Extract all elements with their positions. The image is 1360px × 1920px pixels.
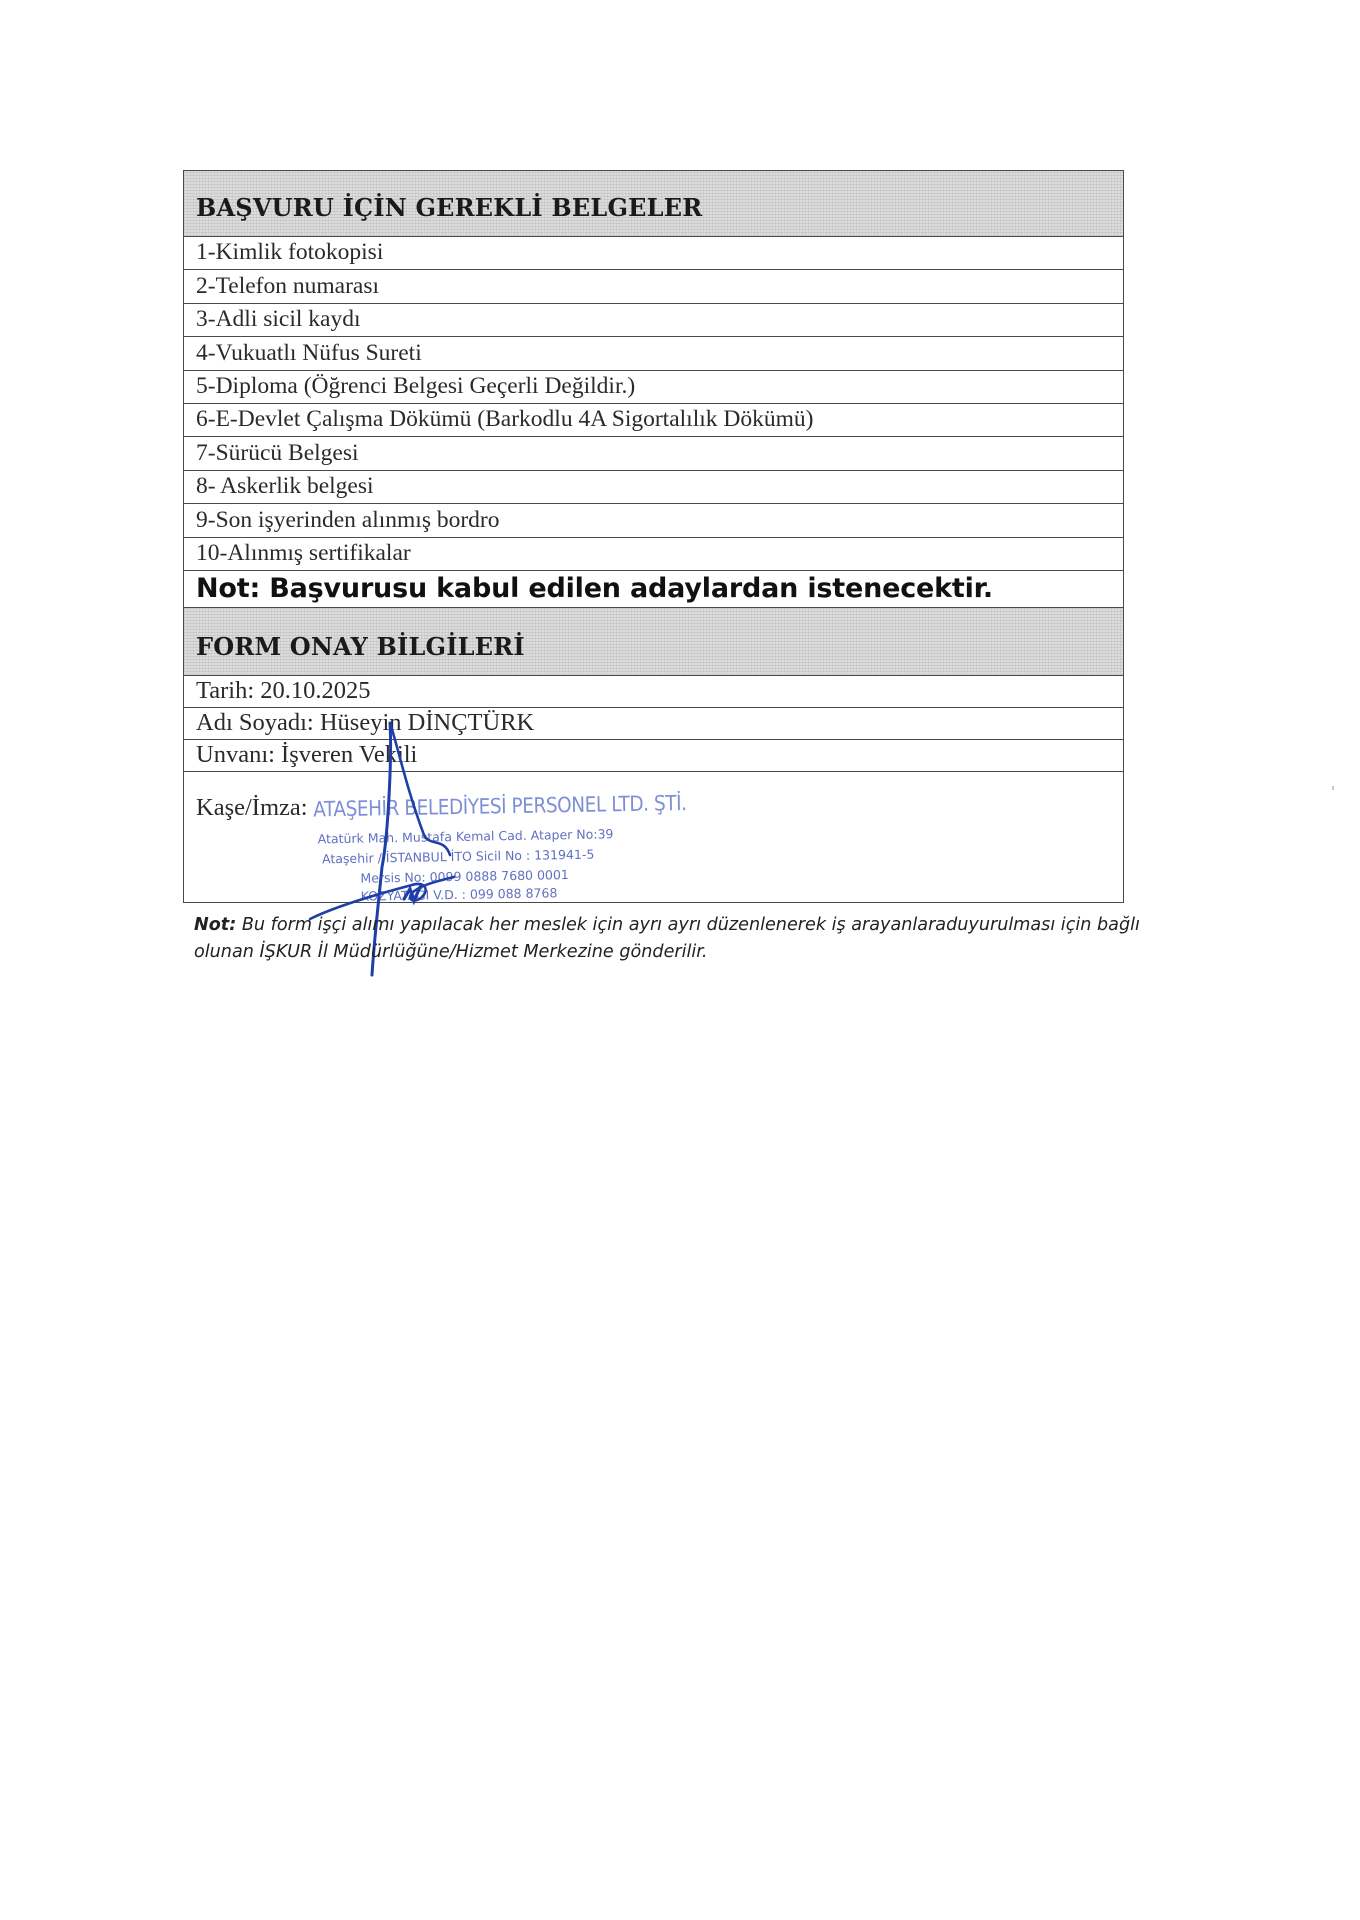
required-documents-note [184,571,1123,608]
document-item [184,504,1123,537]
footer-note-text: Bu form işçi alımı yapılacak her meslek için ayrı ayrı düzenlenerek iş arayanlaraduyurulması için bağlı olunan İŞKUR İl Müdürlüğüne/Hizmet Merkezine gönderilir. [194,915,1140,962]
document-item-label: 6-E-Devlet Çalışma Dökümü (Barkodlu 4A Sigortalılık Dökümü) [196,406,814,433]
date-row [184,676,1123,708]
document-item-label: 4-Vukuatlı Nüfus Sureti [196,339,422,366]
document-item [184,538,1123,571]
document-item-label: 1-Kimlik fotokopisi [196,239,384,266]
scan-mark [1332,786,1334,790]
document-item [184,471,1123,504]
company-stamp [313,790,715,917]
stamp-mersis-line: Mersis No: 0099 0888 7680 0001 [360,866,569,886]
date-text: Tarih: 20.10.2025 [196,676,371,704]
document-item-label: 2-Telefon numarası [196,272,380,299]
position-row [184,740,1123,772]
stamp-signature-row [184,772,1123,902]
stamp-company-name: ATAŞEHİR BELEDİYESİ PERSONEL LTD. ŞTİ. [312,790,687,822]
stamp-city-line: Ataşehir / İSTANBUL İTO Sicil No : 131941-5 [321,846,595,867]
document-item [184,237,1123,270]
name-text: Adı Soyadı: Hüseyin DİNÇTÜRK [196,708,535,736]
document-item [184,404,1123,437]
document-item [184,371,1123,404]
document-item-label: 5-Diploma (Öğrenci Belgesi Geçerli Değildir.) [196,372,636,399]
footer-note [194,912,1194,966]
name-row [184,708,1123,740]
application-form-table [183,170,1124,903]
required-documents-title: BAŞVURU İÇİN GEREKLİ BELGELER [196,193,703,222]
stamp-signature-label: Kaşe/İmza: [196,793,308,821]
document-item [184,437,1123,470]
stamp-tax-line: KOZYATAĞI V.D. : 099 088 8768 [360,885,558,904]
document-item [184,304,1123,337]
document-item-label: 7-Sürücü Belgesi [196,439,359,466]
required-documents-header [184,171,1123,237]
position-text: Unvanı: İşveren Vekili [196,740,418,768]
document-item [184,270,1123,303]
footer-note-label: Not: [194,915,237,935]
required-documents-note-text: Not: Başvurusu kabul edilen adaylardan istenecektir. [196,573,993,605]
document-item-label: 10-Alınmış sertifikalar [196,539,411,566]
document-item-label: 8- Askerlik belgesi [196,473,374,500]
document-item [184,337,1123,370]
document-item-label: 9-Son işyerinden alınmış bordro [196,506,500,533]
form-approval-header [184,608,1123,676]
stamp-address-line: Atatürk Mah. Mustafa Kemal Cad. Ataper No:39 [317,826,614,847]
form-approval-title: FORM ONAY BİLGİLERİ [196,631,525,661]
document-item-label: 3-Adli sicil kaydı [196,306,361,333]
